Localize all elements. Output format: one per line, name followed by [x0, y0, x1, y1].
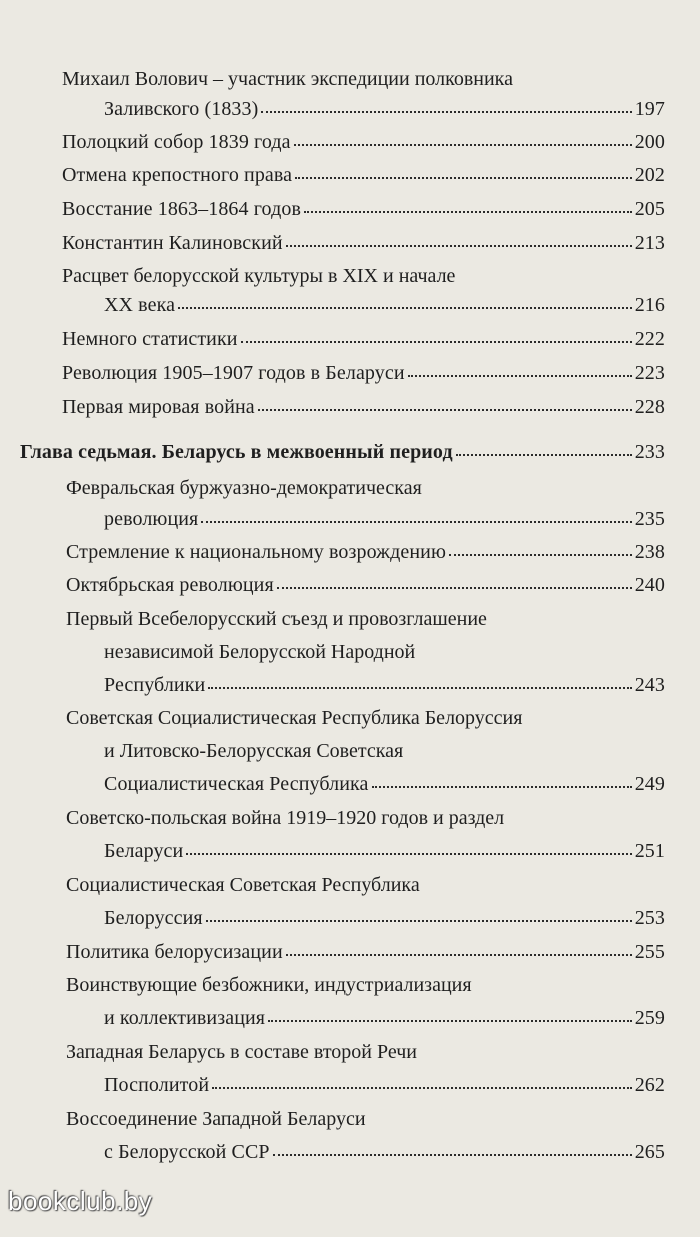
dot-leader	[201, 515, 631, 523]
dot-leader	[456, 448, 632, 456]
toc-entry-text: Социалистическая Советская Республика	[66, 874, 420, 896]
toc-page-number: 213	[634, 232, 665, 254]
toc-page-number: 262	[634, 1074, 665, 1096]
dot-leader	[295, 171, 632, 179]
dot-leader	[178, 301, 632, 309]
toc-entry-text: Революция 1905–1907 годов в Беларуси	[62, 362, 405, 384]
toc-entry	[62, 231, 665, 255]
dot-leader	[268, 1014, 632, 1022]
toc-page-number: 200	[634, 131, 665, 153]
toc-entry-text: Полоцкий собор 1839 года	[62, 131, 291, 153]
toc-page-number: 249	[634, 773, 665, 795]
toc-entry	[104, 1140, 665, 1164]
dot-leader	[186, 847, 631, 855]
toc-entry-text: Февральская буржуазно-демократическая	[66, 477, 422, 499]
toc-entry	[104, 906, 665, 930]
toc-entry-text: Воссоединение Западной Беларуси	[66, 1108, 366, 1130]
dot-leader	[304, 205, 632, 213]
toc-entry	[62, 130, 665, 154]
toc-entry	[104, 97, 665, 121]
dot-leader	[206, 914, 632, 922]
toc-entry-text: XX века	[104, 294, 176, 316]
toc-entry-text: Западная Беларусь в составе второй Речи	[66, 1041, 418, 1063]
toc-page-number: 255	[634, 941, 665, 963]
toc-page-number: 251	[634, 840, 665, 862]
toc-entry	[62, 395, 665, 419]
watermark: bookclub.by	[8, 1186, 153, 1216]
dot-leader	[258, 403, 632, 411]
dot-leader	[277, 581, 632, 589]
dot-leader	[408, 369, 632, 377]
dot-leader	[212, 1081, 632, 1089]
dot-leader	[449, 548, 632, 556]
toc-entry	[104, 293, 665, 317]
toc-entry	[66, 573, 665, 597]
dot-leader	[286, 948, 632, 956]
toc-page-number: 243	[634, 674, 665, 696]
toc-entry-text: Заливского (1833)	[104, 98, 259, 120]
toc-entry	[62, 163, 665, 187]
toc-entry-text: и коллективизация	[104, 1007, 266, 1029]
toc-entry	[104, 772, 665, 796]
toc-entry-text: Воинствующие безбожники, индустриализация	[66, 974, 472, 996]
toc-page-number: 228	[634, 396, 665, 418]
toc-entry	[104, 1006, 665, 1030]
toc-entry-text: Константин Калиновский	[62, 232, 283, 254]
toc-page-number: 265	[634, 1141, 665, 1163]
dot-leader	[261, 105, 631, 113]
toc-entry-text: Восстание 1863–1864 годов	[62, 198, 301, 220]
toc-entry-text: Михаил Волович – участник экспедиции полковника	[62, 68, 513, 90]
toc-page-number: 240	[634, 574, 665, 596]
toc-entry	[104, 673, 665, 697]
toc-page-number: 253	[634, 907, 665, 929]
toc-entry-text: Республики	[104, 674, 206, 696]
toc-entry-text: Советско-польская война 1919–1920 годов и раздел	[66, 807, 505, 829]
toc-entry	[66, 940, 665, 964]
toc-page-number: 238	[634, 541, 665, 563]
toc-entry-text: Социалистическая Республика	[104, 773, 369, 795]
toc-entry-text: Стремление к национальному возрождению	[66, 541, 447, 563]
toc-entry-text: Первая мировая война	[62, 396, 255, 418]
toc-entry-text: Белоруссия	[104, 907, 203, 929]
toc-entry-text: Политика белорусизации	[66, 941, 283, 963]
toc-entry-text: и Литовско-Белорусская Советская	[104, 740, 404, 762]
dot-leader	[273, 1148, 632, 1156]
toc-page-number: 205	[634, 198, 665, 220]
toc-entry-text: Первый Всебелорусский съезд и провозглашение	[66, 608, 487, 630]
toc-entry	[62, 197, 665, 221]
toc-page-number: 233	[634, 441, 665, 463]
toc-page-number: 216	[634, 294, 665, 316]
toc-entry	[104, 839, 665, 863]
toc-entry	[104, 507, 665, 531]
toc-entry-text: Посполитой	[104, 1074, 210, 1096]
dot-leader	[286, 239, 632, 247]
toc-entry-text: Беларуси	[104, 840, 184, 862]
toc-entry-text: с Белорусской ССР	[104, 1141, 270, 1163]
toc-page-number: 235	[634, 508, 665, 530]
toc-entry-text: Расцвет белорусской культуры в XIX и начале	[62, 265, 456, 287]
toc-entry-text: независимой Белорусской Народной	[104, 641, 416, 663]
toc-entry-text: революция	[104, 508, 199, 530]
dot-leader	[208, 681, 631, 689]
dot-leader	[294, 138, 632, 146]
toc-entry-text: Октябрьская революция	[66, 574, 274, 596]
toc-page-number: 197	[634, 98, 665, 120]
toc-entry	[66, 540, 665, 564]
toc-page-number: 202	[634, 164, 665, 186]
toc-entry-text: Немного статистики	[62, 328, 238, 350]
toc-entry-text: Советская Социалистическая Республика Белоруссия	[66, 707, 523, 729]
dot-leader	[372, 780, 632, 788]
toc-entry	[104, 1073, 665, 1097]
chapter-heading	[20, 440, 665, 464]
toc-entry	[62, 361, 665, 385]
dot-leader	[241, 335, 632, 343]
toc-entry-text: Отмена крепостного права	[62, 164, 293, 186]
toc-page-number: 222	[634, 328, 665, 350]
chapter-title: Глава седьмая. Беларусь в межвоенный период	[20, 441, 453, 463]
toc-entry	[62, 327, 665, 351]
toc-page-number: 259	[634, 1007, 665, 1029]
toc-page-number: 223	[634, 362, 665, 384]
